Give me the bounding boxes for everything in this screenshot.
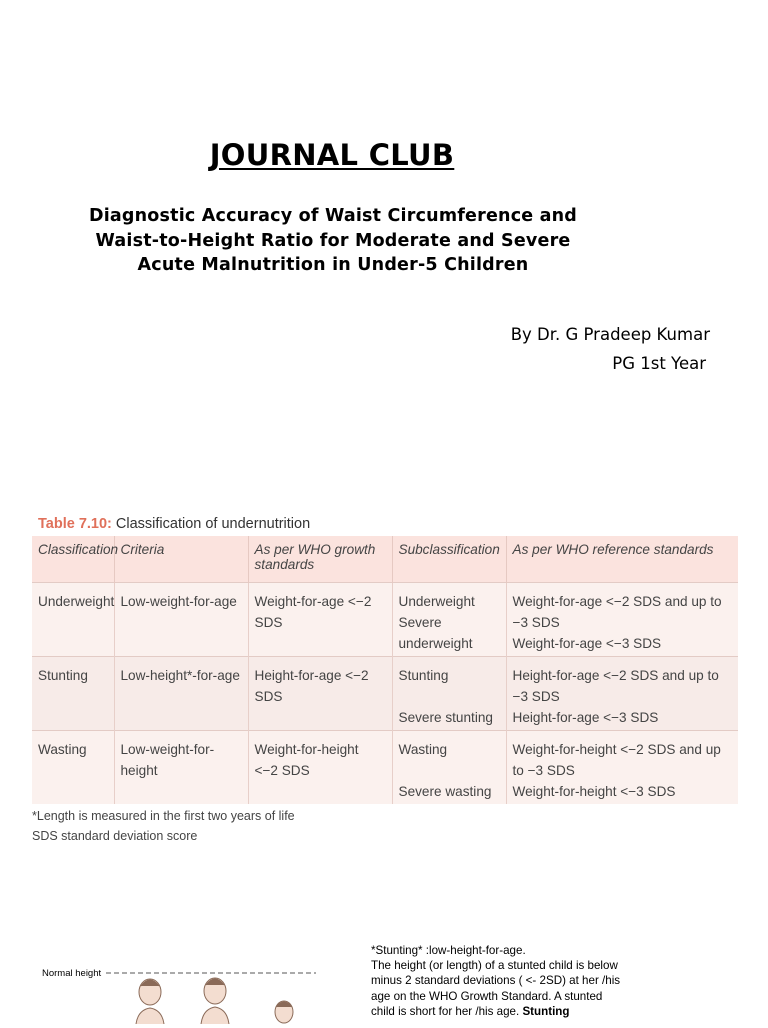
undernutrition-table-figure (32, 512, 738, 846)
note-bold-tail: Stunting (522, 1004, 570, 1018)
table-caption (32, 512, 738, 536)
children-height-figure (38, 960, 328, 1024)
paper-title-line-3: Acute Malnutrition in Under-5 Children (137, 255, 529, 275)
author-year: PG 1st Year (612, 354, 706, 373)
reference: Weight-for-age <−2 SDS and up to −3 SDS (512, 594, 722, 630)
subclass: Stunting (398, 668, 449, 683)
table-cell: Low-weight-for-age (114, 583, 248, 657)
stunting-note (371, 943, 627, 1019)
table-header: As per WHO growth standards (248, 536, 392, 583)
paper-title (58, 204, 608, 278)
table-cell (392, 657, 506, 731)
table-footnotes (32, 804, 738, 846)
table-cell: Weight-for-age <−2 SDS (248, 583, 392, 657)
table-row (32, 731, 738, 805)
author: By Dr. G Pradeep Kumar (510, 325, 710, 344)
reference: Weight-for-height <−3 SDS (512, 784, 676, 799)
child-figure (275, 1001, 293, 1023)
stunting-illustration (38, 960, 328, 1024)
table-header: As per WHO reference standards (506, 536, 738, 583)
paper-title-line-1: Diagnostic Accuracy of Waist Circumference and (88, 206, 578, 226)
table-header: Classification (32, 536, 114, 583)
reference: Weight-for-height <−2 SDS and up to −3 SDS (512, 742, 721, 778)
table-cell: Underweight (32, 583, 114, 657)
child-figure (201, 978, 229, 1024)
table-header-row (32, 536, 738, 583)
table-cell (506, 657, 738, 731)
table-cell (392, 731, 506, 805)
subclass: Severe underweight (398, 615, 473, 651)
paper-title-line-2: Waist-to-Height Ratio for Moderate and Severe (95, 230, 571, 251)
child-figure (136, 979, 164, 1024)
table-cell: Wasting (32, 731, 114, 805)
subclass: Severe stunting (398, 710, 493, 725)
table-cell: Height-for-age <−2 SDS (248, 657, 392, 731)
page-title: JOURNAL CLUB (209, 138, 455, 172)
table-footnote: SDS standard deviation score (32, 829, 198, 843)
table-cell (506, 731, 738, 805)
table-cell: Stunting (32, 657, 114, 731)
normal-height-label: Normal height (42, 968, 102, 979)
table-caption-text: Classification of undernutrition (115, 516, 311, 532)
table-cell: Weight-for-height <−2 SDS (248, 731, 392, 805)
table-header: Subclassification (392, 536, 506, 583)
table-caption-label: Table 7.10: (38, 516, 112, 532)
table-cell: Low-weight-for-height (114, 731, 248, 805)
note-body (371, 958, 627, 1019)
subclass: Underweight (398, 594, 475, 609)
table-cell: Low-height*-for-age (114, 657, 248, 731)
subclass: Wasting (398, 742, 448, 757)
reference: Height-for-age <−2 SDS and up to −3 SDS (512, 668, 719, 704)
table-footnote: *Length is measured in the first two years of life (32, 809, 295, 823)
reference: Weight-for-age <−3 SDS (512, 636, 662, 651)
subclass: Severe wasting (398, 784, 492, 799)
classification-table (32, 536, 738, 804)
reference: Height-for-age <−3 SDS (512, 710, 659, 725)
note-body-text: The height (or length) of a stunted child is below minus 2 standard deviations ( <- 2SD) at her /his age on the WHO Growth Standard. A stunted child is short for her /his age. (371, 959, 621, 1018)
table-cell (392, 583, 506, 657)
note-heading: *Stunting* :low-height-for-age. (371, 944, 526, 957)
table-row (32, 583, 738, 657)
table-header: Criteria (114, 536, 248, 583)
table-row (32, 657, 738, 731)
table-cell (506, 583, 738, 657)
